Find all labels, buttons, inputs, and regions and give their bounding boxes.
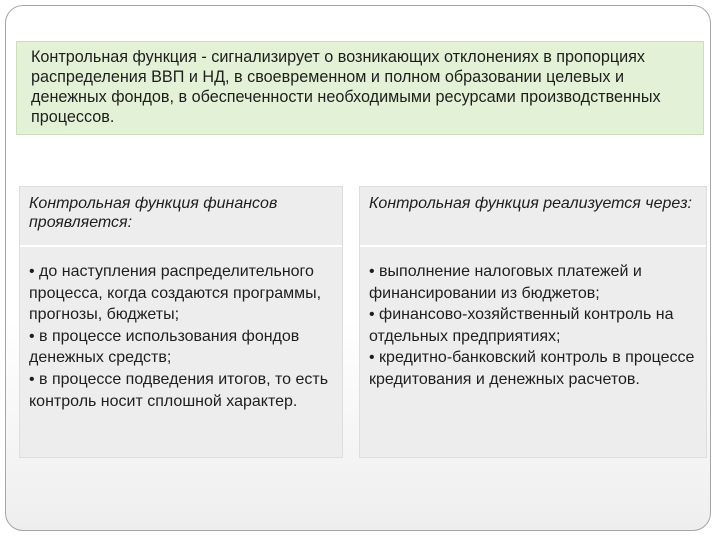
list-item: • в процессе использования фондов денежных средств;	[29, 327, 300, 367]
list-item: • в процессе подведения итогов, то есть контроль носит сплошной характер.	[29, 370, 329, 410]
list-item: • выполнение налоговых платежей и финансировании из бюджетов;	[369, 263, 642, 302]
right-column-header: Контрольная функция реализуется через:	[360, 187, 706, 247]
list-item: • кредитно-банковский контроль в процессе кредитования и денежных расчетов.	[369, 349, 695, 388]
left-column-header: Контрольная функция финансов проявляется:	[20, 187, 342, 247]
left-column-body	[20, 247, 342, 412]
intro-text: Контрольная функция - сигнализирует о возникающих отклонениях в пропорциях распределения ВВП и НД, в своевременном и полном образовании целевых и денежных фондов, в обеспеченности необходимыми ресурсами производственных процессов.	[31, 48, 661, 126]
intro-box	[16, 41, 704, 135]
right-column-body	[360, 247, 706, 391]
list-item: • до наступления распределительного процесса, когда создаются программы, прогнозы, бюджеты;	[29, 263, 322, 324]
list-item: • финансово-хозяйственный контроль на отдельных предприятиях;	[369, 306, 674, 345]
left-column	[19, 186, 343, 458]
right-column	[359, 186, 707, 458]
